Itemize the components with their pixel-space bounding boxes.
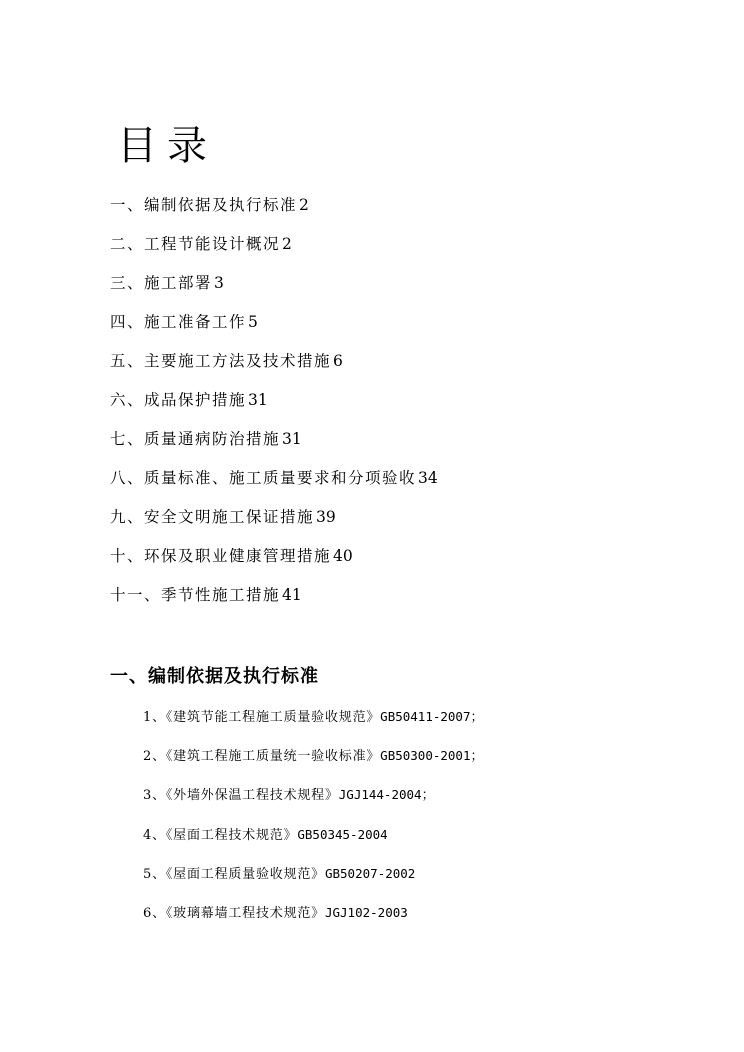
toc-item[interactable] [110,505,438,544]
reference-item [143,745,484,784]
reference-code: JGJ102-2003 [324,904,408,920]
reference-title: 4、《屋面工程技术规范》 [143,827,298,843]
reference-code: JGJ144-2004 [338,787,422,803]
toc-item[interactable] [110,583,438,622]
toc-item-page: 2 [282,235,292,253]
toc-item-label: 四、施工准备工作 [110,313,247,331]
reference-item [143,784,484,823]
reference-list [143,706,484,941]
reference-suffix: ； [421,788,436,804]
toc-item-page: 2 [299,196,309,214]
reference-title: 5、《屋面工程质量验收规范》 [143,866,325,882]
reference-item [143,706,484,745]
toc-item-page: 31 [248,391,268,409]
toc-item[interactable] [110,544,438,583]
toc-item-page: 41 [282,586,302,604]
toc-item[interactable] [110,466,438,505]
toc-item-page: 3 [214,274,224,292]
toc-item[interactable] [110,349,438,388]
reference-code: GB50207-2002 [324,865,416,881]
reference-code: GB50345-2004 [297,826,388,842]
toc-item-label: 七、质量通病防治措施 [110,430,281,448]
reference-title: 3、《外墙外保温工程技术规程》 [143,788,339,804]
toc-item-page: 31 [282,430,302,448]
reference-title: 2、《建筑工程施工质量统一验收标准》 [143,749,381,765]
toc-item[interactable] [110,427,438,466]
toc-item-label: 五、主要施工方法及技术措施 [110,352,332,370]
toc-item-label: 二、工程节能设计概况 [110,235,281,253]
toc-item-label: 六、成品保护措施 [110,391,247,409]
reference-title: 1、《建筑节能工程施工质量验收规范》 [143,710,381,725]
toc-item[interactable] [110,310,438,349]
toc-item-page: 6 [333,352,343,370]
toc-item[interactable] [110,193,438,232]
toc-item-page: 34 [418,469,438,487]
reference-title: 6、《玻璃幕墙工程技术规范》 [143,905,325,921]
reference-item [143,863,484,902]
toc-item-page: 40 [333,547,353,565]
reference-code: GB50411-2007 [380,709,471,724]
toc-item[interactable] [110,232,438,271]
toc-item-label: 八、质量标准、施工质量要求和分项验收 [110,469,417,487]
toc-item-label: 十一、季节性施工措施 [110,586,281,604]
toc-item[interactable] [110,388,438,427]
reference-item [143,902,484,941]
reference-suffix: ； [470,710,485,725]
toc-item-label: 三、施工部署 [110,274,213,292]
reference-item [143,824,484,863]
toc-item-label: 一、编制依据及执行标准 [110,196,298,214]
reference-code: GB50300-2001 [380,748,471,764]
toc-list [110,193,438,622]
toc-item-label: 十、环保及职业健康管理措施 [110,547,332,565]
toc-item-label: 九、安全文明施工保证措施 [110,508,315,526]
toc-item[interactable] [110,271,438,310]
reference-suffix: ； [470,749,485,765]
section-heading: 一、编制依据及执行标准 [110,666,319,687]
toc-title: 目录 [117,123,217,169]
toc-item-page: 39 [316,508,336,526]
toc-item-page: 5 [248,313,258,331]
